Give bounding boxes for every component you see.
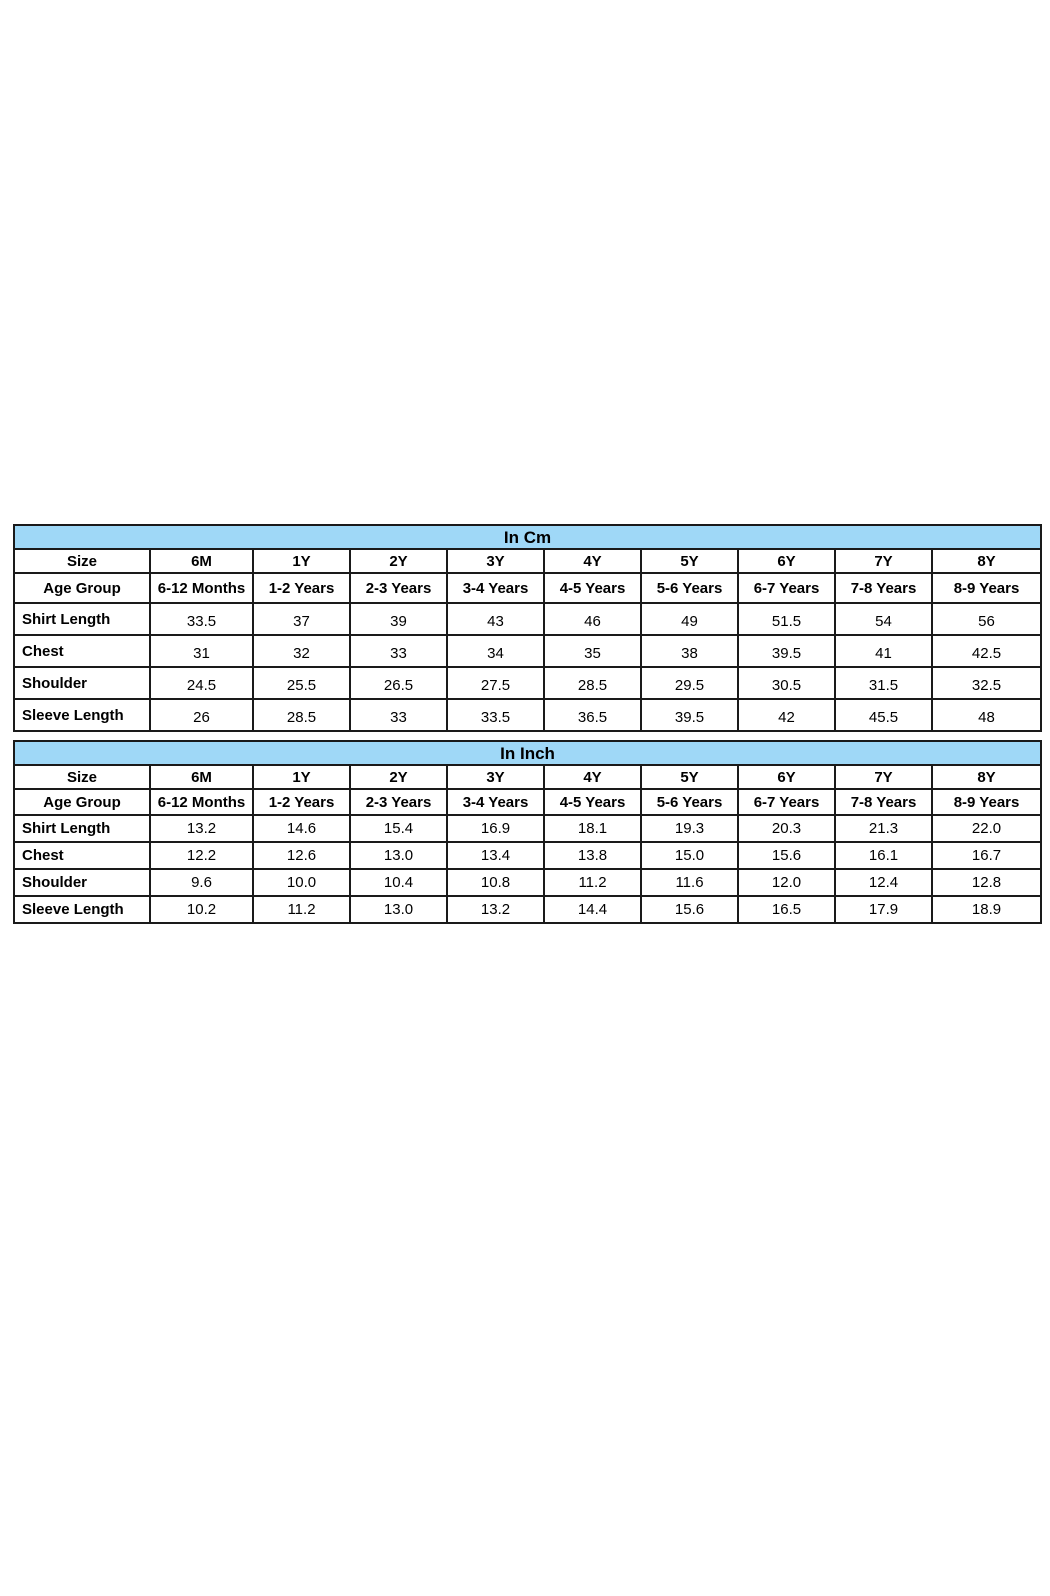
age-group-cell: 5-6 Years bbox=[641, 573, 738, 603]
size-label: Size bbox=[14, 549, 150, 573]
size-header-cell: 5Y bbox=[641, 549, 738, 573]
inch-table-title: In Inch bbox=[14, 741, 1041, 765]
measurement-value: 10.8 bbox=[447, 869, 544, 896]
size-header-cell: 6Y bbox=[738, 765, 835, 789]
measurement-value: 11.2 bbox=[544, 869, 641, 896]
age-group-cell: 4-5 Years bbox=[544, 573, 641, 603]
size-header-cell: 8Y bbox=[932, 765, 1041, 789]
size-header-cell: 5Y bbox=[641, 765, 738, 789]
measurement-label: Chest bbox=[14, 842, 150, 869]
size-header-cell: 8Y bbox=[932, 549, 1041, 573]
age-group-cell: 4-5 Years bbox=[544, 789, 641, 815]
measurement-value: 51.5 bbox=[738, 603, 835, 635]
measurement-value: 9.6 bbox=[150, 869, 253, 896]
age-group-cell: 2-3 Years bbox=[350, 789, 447, 815]
measurement-value: 33.5 bbox=[447, 699, 544, 731]
cm-table-body bbox=[14, 525, 1041, 731]
measurement-value: 13.8 bbox=[544, 842, 641, 869]
measurement-value: 43 bbox=[447, 603, 544, 635]
measurement-value: 10.2 bbox=[150, 896, 253, 923]
measurement-value: 16.7 bbox=[932, 842, 1041, 869]
age-group-cell: 1-2 Years bbox=[253, 573, 350, 603]
size-header-cell: 3Y bbox=[447, 549, 544, 573]
measurement-value: 33.5 bbox=[150, 603, 253, 635]
measurement-label: Shirt Length bbox=[14, 603, 150, 635]
size-label: Size bbox=[14, 765, 150, 789]
measurement-value: 13.0 bbox=[350, 842, 447, 869]
measurement-value: 49 bbox=[641, 603, 738, 635]
measurement-value: 20.3 bbox=[738, 815, 835, 842]
measurement-value: 15.4 bbox=[350, 815, 447, 842]
measurement-value: 54 bbox=[835, 603, 932, 635]
measurement-value: 26.5 bbox=[350, 667, 447, 699]
cm-table-title: In Cm bbox=[14, 525, 1041, 549]
size-header-cell: 6M bbox=[150, 549, 253, 573]
measurement-value: 26 bbox=[150, 699, 253, 731]
measurement-value: 14.4 bbox=[544, 896, 641, 923]
size-header-cell: 2Y bbox=[350, 549, 447, 573]
age-group-cell: 6-7 Years bbox=[738, 789, 835, 815]
measurement-value: 39 bbox=[350, 603, 447, 635]
measurement-value: 18.9 bbox=[932, 896, 1041, 923]
measurement-value: 11.6 bbox=[641, 869, 738, 896]
size-header-cell: 4Y bbox=[544, 765, 641, 789]
measurement-value: 12.0 bbox=[738, 869, 835, 896]
measurement-value: 13.2 bbox=[150, 815, 253, 842]
measurement-label: Shoulder bbox=[14, 667, 150, 699]
measurement-value: 41 bbox=[835, 635, 932, 667]
measurement-value: 46 bbox=[544, 603, 641, 635]
measurement-value: 33 bbox=[350, 635, 447, 667]
size-header-cell: 1Y bbox=[253, 549, 350, 573]
measurement-value: 28.5 bbox=[544, 667, 641, 699]
age-group-cell: 8-9 Years bbox=[932, 789, 1041, 815]
age-group-cell: 3-4 Years bbox=[447, 789, 544, 815]
inch-title-row bbox=[14, 741, 1041, 765]
table-row bbox=[14, 635, 1041, 667]
size-header-cell: 4Y bbox=[544, 549, 641, 573]
size-header-cell: 3Y bbox=[447, 765, 544, 789]
measurement-value: 48 bbox=[932, 699, 1041, 731]
size-header-cell: 7Y bbox=[835, 549, 932, 573]
measurement-value: 38 bbox=[641, 635, 738, 667]
table-row bbox=[14, 869, 1041, 896]
measurement-value: 24.5 bbox=[150, 667, 253, 699]
measurement-value: 42.5 bbox=[932, 635, 1041, 667]
measurement-value: 30.5 bbox=[738, 667, 835, 699]
measurement-value: 15.6 bbox=[641, 896, 738, 923]
size-header-cell: 7Y bbox=[835, 765, 932, 789]
inch-table-body bbox=[14, 741, 1041, 923]
measurement-value: 33 bbox=[350, 699, 447, 731]
measurement-value: 16.9 bbox=[447, 815, 544, 842]
measurement-value: 12.4 bbox=[835, 869, 932, 896]
measurement-value: 32 bbox=[253, 635, 350, 667]
age-group-cell: 6-7 Years bbox=[738, 573, 835, 603]
age-group-cell: 6-12 Months bbox=[150, 573, 253, 603]
measurement-value: 29.5 bbox=[641, 667, 738, 699]
age-group-cell: 7-8 Years bbox=[835, 789, 932, 815]
size-header-cell: 6Y bbox=[738, 549, 835, 573]
age-group-cell: 7-8 Years bbox=[835, 573, 932, 603]
table-row bbox=[14, 603, 1041, 635]
measurement-label: Shoulder bbox=[14, 869, 150, 896]
measurement-value: 22.0 bbox=[932, 815, 1041, 842]
age-group-cell: 3-4 Years bbox=[447, 573, 544, 603]
cm-size-row bbox=[14, 549, 1041, 573]
measurement-value: 10.0 bbox=[253, 869, 350, 896]
age-group-cell: 1-2 Years bbox=[253, 789, 350, 815]
measurement-value: 10.4 bbox=[350, 869, 447, 896]
measurement-value: 25.5 bbox=[253, 667, 350, 699]
measurement-value: 17.9 bbox=[835, 896, 932, 923]
measurement-value: 13.2 bbox=[447, 896, 544, 923]
table-row bbox=[14, 896, 1041, 923]
measurement-value: 12.6 bbox=[253, 842, 350, 869]
measurement-value: 14.6 bbox=[253, 815, 350, 842]
measurement-value: 13.0 bbox=[350, 896, 447, 923]
size-header-cell: 1Y bbox=[253, 765, 350, 789]
size-chart-inch bbox=[13, 740, 1042, 924]
age-group-cell: 5-6 Years bbox=[641, 789, 738, 815]
measurement-value: 16.1 bbox=[835, 842, 932, 869]
size-header-cell: 2Y bbox=[350, 765, 447, 789]
age-group-label: Age Group bbox=[14, 789, 150, 815]
measurement-value: 36.5 bbox=[544, 699, 641, 731]
measurement-value: 31.5 bbox=[835, 667, 932, 699]
measurement-value: 15.0 bbox=[641, 842, 738, 869]
cm-title-row bbox=[14, 525, 1041, 549]
size-header-cell: 6M bbox=[150, 765, 253, 789]
measurement-label: Chest bbox=[14, 635, 150, 667]
age-group-label: Age Group bbox=[14, 573, 150, 603]
inch-size-row bbox=[14, 765, 1041, 789]
measurement-value: 37 bbox=[253, 603, 350, 635]
measurement-value: 15.6 bbox=[738, 842, 835, 869]
measurement-value: 35 bbox=[544, 635, 641, 667]
table-row bbox=[14, 842, 1041, 869]
measurement-value: 21.3 bbox=[835, 815, 932, 842]
table-row bbox=[14, 815, 1041, 842]
measurement-value: 39.5 bbox=[738, 635, 835, 667]
measurement-value: 34 bbox=[447, 635, 544, 667]
measurement-value: 13.4 bbox=[447, 842, 544, 869]
measurement-value: 18.1 bbox=[544, 815, 641, 842]
age-group-cell: 2-3 Years bbox=[350, 573, 447, 603]
measurement-value: 45.5 bbox=[835, 699, 932, 731]
cm-age-row bbox=[14, 573, 1041, 603]
measurement-value: 12.8 bbox=[932, 869, 1041, 896]
measurement-label: Shirt Length bbox=[14, 815, 150, 842]
measurement-label: Sleeve Length bbox=[14, 896, 150, 923]
age-group-cell: 6-12 Months bbox=[150, 789, 253, 815]
measurement-value: 16.5 bbox=[738, 896, 835, 923]
measurement-value: 11.2 bbox=[253, 896, 350, 923]
measurement-value: 56 bbox=[932, 603, 1041, 635]
measurement-value: 27.5 bbox=[447, 667, 544, 699]
measurement-value: 31 bbox=[150, 635, 253, 667]
size-chart-cm bbox=[13, 524, 1042, 732]
inch-age-row bbox=[14, 789, 1041, 815]
table-row bbox=[14, 667, 1041, 699]
measurement-label: Sleeve Length bbox=[14, 699, 150, 731]
table-row bbox=[14, 699, 1041, 731]
measurement-value: 32.5 bbox=[932, 667, 1041, 699]
measurement-value: 39.5 bbox=[641, 699, 738, 731]
measurement-value: 28.5 bbox=[253, 699, 350, 731]
measurement-value: 19.3 bbox=[641, 815, 738, 842]
age-group-cell: 8-9 Years bbox=[932, 573, 1041, 603]
measurement-value: 42 bbox=[738, 699, 835, 731]
measurement-value: 12.2 bbox=[150, 842, 253, 869]
